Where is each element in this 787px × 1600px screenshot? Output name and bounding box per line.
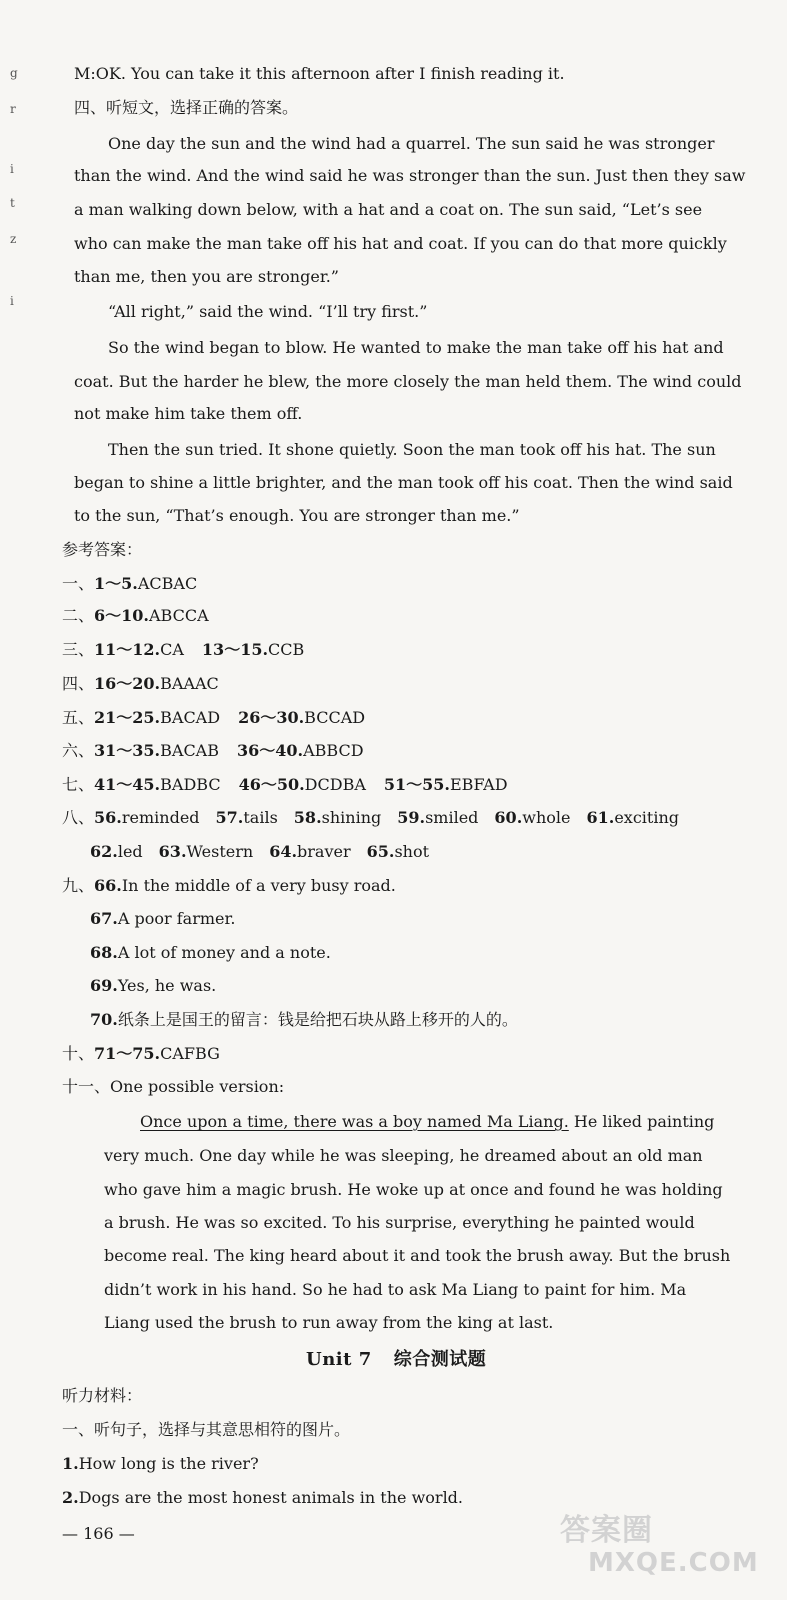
section-heading: 一、听句子，选择与其意思相符的图片。	[62, 1420, 351, 1439]
answer-row-10: 十、71～75.CAFBG	[62, 1044, 220, 1063]
essay-line: who gave him a magic brush. He woke up at once and found he was holding	[104, 1180, 723, 1199]
answer-row-7: 七、41～45.BADBC 46～50.DCDBA 51～55.EBFAD	[62, 775, 508, 794]
edge-mark: t	[10, 196, 15, 210]
passage-line: coat. But the harder he blew, the more closely the man held them. The wind could	[74, 372, 742, 391]
essay-line: Liang used the brush to run away from the king at last.	[104, 1313, 554, 1332]
answers-heading: 参考答案：	[62, 540, 143, 559]
answer-row-2: 二、6～10.ABCCA	[62, 606, 209, 625]
passage-line: than me, then you are stronger.”	[74, 267, 339, 286]
answer-row-9-item: 69.Yes, he was.	[90, 976, 217, 995]
essay-line: become real. The king heard about it and took the brush away. But the brush	[104, 1246, 731, 1265]
essay-line: didn’t work in his hand. So he had to ask Ma Liang to paint for him. Ma	[104, 1280, 687, 1299]
essay-line: a brush. He was so excited. To his surprise, everything he painted would	[104, 1213, 695, 1232]
section-heading: 四、听短文，选择正确的答案。	[74, 98, 299, 117]
passage-line: who can make the man take off his hat and coat. If you can do that more quickly	[74, 234, 727, 253]
answer-row-9-item: 68.A lot of money and a note.	[90, 943, 331, 962]
question-line: 2.Dogs are the most honest animals in the world.	[62, 1488, 464, 1507]
essay-line: Once upon a time, there was a boy named Ma Liang. He liked painting	[140, 1112, 715, 1131]
edge-mark: g	[10, 66, 18, 80]
answer-row-8a: 八、56.reminded 57.tails 58.shining 59.smiled 60.whole 61.exciting	[62, 808, 679, 827]
answer-row-11: 十一、One possible version:	[62, 1077, 285, 1096]
essay-underlined-sentence: Once upon a time, there was a boy named Ma Liang.	[140, 1112, 569, 1131]
passage-line: not make him take them off.	[74, 404, 303, 423]
passage-line: a man walking down below, with a hat and a coat on. The sun said, “Let’s see	[74, 200, 703, 219]
edge-mark: i	[10, 162, 14, 176]
material-heading: 听力材料：	[62, 1386, 143, 1405]
answer-row-5: 五、21～25.BACAD 26～30.BCCAD	[62, 708, 366, 727]
question-line: 1.How long is the river?	[62, 1454, 259, 1473]
passage-line: than the wind. And the wind said he was stronger than the sun. Just then they saw	[74, 166, 746, 185]
watermark-url: MXQE.COM	[588, 1548, 759, 1578]
watermark-logo: 答案圈	[560, 1513, 653, 1548]
page-number: — 166 —	[62, 1524, 135, 1543]
answer-row-9-item: 70.纸条上是国王的留言：钱是给把石块从路上移开的人的。	[90, 1010, 518, 1029]
passage-line: “All right,” said the wind. “I’ll try first.”	[108, 302, 428, 321]
passage-line: Then the sun tried. It shone quietly. Soon the man took off his hat. The sun	[108, 440, 716, 459]
passage-line: began to shine a little brighter, and the man took off his coat. Then the wind said	[74, 473, 733, 492]
passage-line: So the wind began to blow. He wanted to make the man take off his hat and	[108, 338, 724, 357]
dialogue-line: M:OK. You can take it this afternoon after I finish reading it.	[74, 64, 565, 83]
passage-line: to the sun, “That’s enough. You are stronger than me.”	[74, 506, 520, 525]
answer-row-4: 四、16～20.BAAAC	[62, 674, 219, 693]
answer-row-6: 六、31～35.BACAB 36～40.ABBCD	[62, 741, 364, 760]
answer-row-3: 三、11～12.CA 13～15.CCB	[62, 640, 305, 659]
answer-row-8b: 62.led 63.Western 64.braver 65.shot	[90, 842, 430, 861]
edge-mark: i	[10, 294, 14, 308]
essay-line: very much. One day while he was sleeping, he dreamed about an old man	[104, 1146, 703, 1165]
answer-row-9: 九、66.In the middle of a very busy road.	[62, 876, 396, 895]
passage-line: One day the sun and the wind had a quarrel. The sun said he was stronger	[108, 134, 715, 153]
edge-mark: z	[10, 232, 17, 246]
unit-title: Unit 7 综合测试题	[306, 1349, 487, 1370]
edge-mark: r	[10, 102, 16, 116]
answer-row-9-item: 67.A poor farmer.	[90, 909, 236, 928]
answer-row-1: 一、1～5.ACBAC	[62, 574, 198, 593]
